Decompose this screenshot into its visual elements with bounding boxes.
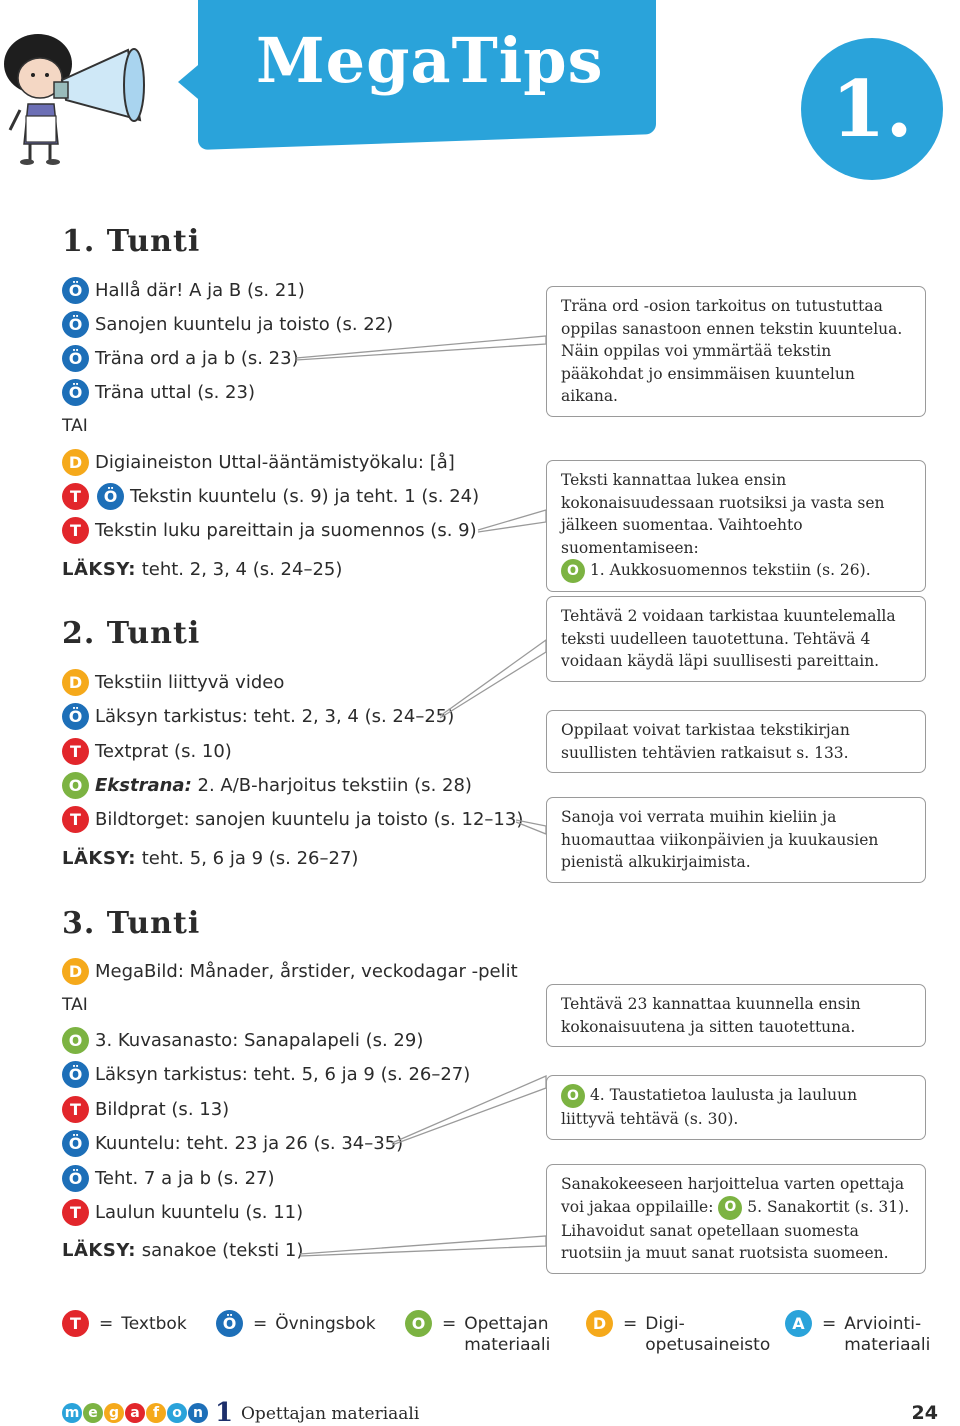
legend-label: Övningsbok bbox=[275, 1314, 376, 1334]
note-box: Tehtävä 23 kannattaa kuunnella ensin kokonaisuutena ja sitten tauotettuna. bbox=[546, 984, 926, 1047]
textbok-icon: T bbox=[62, 517, 89, 544]
item-text: Träna ord a ja b (s. 23) bbox=[95, 347, 299, 369]
heading-tunti-1: 1. Tunti bbox=[62, 224, 201, 259]
item-text: Tekstiin liittyvä video bbox=[95, 671, 285, 693]
textbok-icon: T bbox=[62, 1199, 89, 1226]
legend-item-ovningsbok: Ö = Övningsbok bbox=[216, 1310, 376, 1337]
legend-item-textbok: T = Textbok bbox=[62, 1310, 187, 1337]
digi-icon: D bbox=[62, 958, 89, 985]
item-text: Kuuntelu: teht. 23 ja 26 (s. 34–35) bbox=[95, 1132, 404, 1154]
textbok-icon: T bbox=[62, 806, 89, 833]
opettajan-icon: O bbox=[405, 1310, 432, 1337]
note-box bbox=[546, 460, 926, 592]
homework-label: LÄKSY: bbox=[62, 559, 136, 580]
ovningsbok-icon: Ö bbox=[62, 1061, 89, 1088]
ovningsbok-icon: Ö bbox=[62, 277, 89, 304]
ovningsbok-icon: Ö bbox=[62, 703, 89, 730]
textbok-icon: T bbox=[62, 1310, 89, 1337]
arviointi-icon: A bbox=[785, 1310, 812, 1337]
note-box: Sanoja voi verrata muihin kieliin ja huomauttaa viikonpäivien ja kuukausien pienistä alkukirjaimista. bbox=[546, 797, 926, 883]
digi-icon: D bbox=[62, 669, 89, 696]
ovningsbok-icon: Ö bbox=[62, 345, 89, 372]
digi-icon: D bbox=[62, 449, 89, 476]
ovningsbok-icon: Ö bbox=[216, 1310, 243, 1337]
textbok-icon: T bbox=[62, 738, 89, 765]
note-text: 5. Sanakortit (s. 31). Lihavoidut sanat opetellaan suomesta ruotsiin ja muut sanat ruotsista suomeen. bbox=[561, 1197, 910, 1262]
ovningsbok-icon: Ö bbox=[62, 379, 89, 406]
legend-label: Textbok bbox=[121, 1314, 187, 1334]
note-text: Teksti kannattaa lukea ensin kokonaisuudessaan ruotsiksi ja vasta sen jälkeen suomentaa. Vaihtoehto suomentamiseen: bbox=[561, 471, 885, 557]
item-text: Läksyn tarkistus: teht. 2, 3, 4 (s. 24–25) bbox=[95, 705, 455, 727]
homework-label: LÄKSY: bbox=[62, 848, 136, 869]
item-text: 2. A/B-harjoitus tekstiin (s. 28) bbox=[191, 774, 472, 796]
item-text: Tekstin kuuntelu (s. 9) ja teht. 1 (s. 24) bbox=[130, 485, 480, 507]
page-number: 24 bbox=[911, 1402, 938, 1424]
opettajan-icon: O bbox=[718, 1196, 742, 1220]
footer-text: Opettajan materiaali bbox=[241, 1404, 420, 1424]
homework-text: sanakoe (teksti 1) bbox=[135, 1240, 304, 1261]
tai-label: TAI bbox=[62, 416, 88, 436]
item-text: Laulun kuuntelu (s. 11) bbox=[95, 1201, 304, 1223]
note-text: 4. Taustatietoa laulusta ja lauluun liittyvä tehtävä (s. 30). bbox=[561, 1086, 858, 1128]
item-text: Hallå där! A ja B (s. 21) bbox=[95, 279, 305, 301]
item-text: Sanojen kuuntelu ja toisto (s. 22) bbox=[95, 313, 394, 335]
item-text: Textprat (s. 10) bbox=[95, 740, 232, 762]
homework-label: LÄKSY: bbox=[62, 1240, 136, 1261]
logo-number: 1 bbox=[215, 1398, 234, 1426]
item-text: Tekstin luku pareittain ja suomennos (s. 9) bbox=[95, 519, 477, 541]
note-box bbox=[546, 1164, 926, 1274]
note-box: Träna ord -osion tarkoitus on tutustuttaa oppilas sanastoon ennen tekstin kuuntelua. Näin oppilas voi ymmärtää tekstin pääkohdat jo ensimmäisen kuuntelun aikana. bbox=[546, 286, 926, 417]
ovningsbok-icon: Ö bbox=[62, 1130, 89, 1157]
opettajan-icon: O bbox=[561, 1084, 585, 1108]
extra-label: Ekstrana: bbox=[95, 774, 192, 796]
textbok-icon: T bbox=[62, 483, 89, 510]
homework-text: teht. 2, 3, 4 (s. 24–25) bbox=[135, 559, 343, 580]
note-text: Sanakokeeseen harjoittelua varten opettaja voi jakaa oppilaille: bbox=[561, 1175, 905, 1216]
opettajan-icon: O bbox=[62, 1027, 89, 1054]
legend-label: Digi- opetusaineisto bbox=[645, 1314, 771, 1355]
opettajan-icon: O bbox=[62, 772, 89, 799]
opettajan-icon: O bbox=[561, 559, 585, 583]
heading-tunti-3: 3. Tunti bbox=[62, 906, 201, 941]
legend-label: Opettajan materiaali bbox=[464, 1314, 551, 1355]
legend-item-opettajan: O = Opettajan materiaali bbox=[405, 1310, 560, 1356]
item-text: Träna uttal (s. 23) bbox=[95, 381, 255, 403]
item-text: Läksyn tarkistus: teht. 5, 6 ja 9 (s. 26–27) bbox=[95, 1063, 471, 1085]
legend-item-arviointi: A = Arviointi- materiaali bbox=[785, 1310, 936, 1356]
textbok-icon: T bbox=[62, 1096, 89, 1123]
legend-item-digi: D = Digi- opetusaineisto bbox=[586, 1310, 773, 1356]
note-box: Tehtävä 2 voidaan tarkistaa kuuntelemalla teksti uudelleen tauotettuna. Tehtävä 4 voidaan käydä läpi suullisesti pareittain. bbox=[546, 596, 926, 682]
legend-label: Arviointi- materiaali bbox=[844, 1314, 931, 1355]
item-text: Bildtorget: sanojen kuuntelu ja toisto (s. 12–13) bbox=[95, 808, 524, 830]
ovningsbok-icon: Ö bbox=[62, 311, 89, 338]
digi-icon: D bbox=[586, 1310, 613, 1337]
homework-text: teht. 5, 6 ja 9 (s. 26–27) bbox=[135, 848, 359, 869]
tai-label: TAI bbox=[62, 995, 88, 1015]
lesson-number-badge: 1. bbox=[801, 38, 943, 180]
ovningsbok-icon: Ö bbox=[97, 483, 124, 510]
ovningsbok-icon: Ö bbox=[62, 1165, 89, 1192]
note-item: 1. Aukkosuomennos tekstiin (s. 26). bbox=[589, 561, 871, 579]
item-text: Bildprat (s. 13) bbox=[95, 1098, 230, 1120]
note-box: Oppilaat voivat tarkistaa tekstikirjan suullisten tehtävien ratkaisut s. 133. bbox=[546, 710, 926, 773]
heading-tunti-2: 2. Tunti bbox=[62, 616, 201, 651]
note-box bbox=[546, 1075, 926, 1140]
item-text: 3. Kuvasanasto: Sanapalapeli (s. 29) bbox=[95, 1029, 424, 1051]
item-text: Teht. 7 a ja b (s. 27) bbox=[95, 1167, 275, 1189]
page-title: MegaTips bbox=[256, 24, 604, 97]
item-text: MegaBild: Månader, årstider, veckodagar -pelit bbox=[95, 960, 518, 982]
megafon-logo: m e g a f o n 1 bbox=[62, 1398, 233, 1426]
item-text: Digiaineiston Uttal-ääntämistyökalu: [å] bbox=[95, 451, 455, 473]
